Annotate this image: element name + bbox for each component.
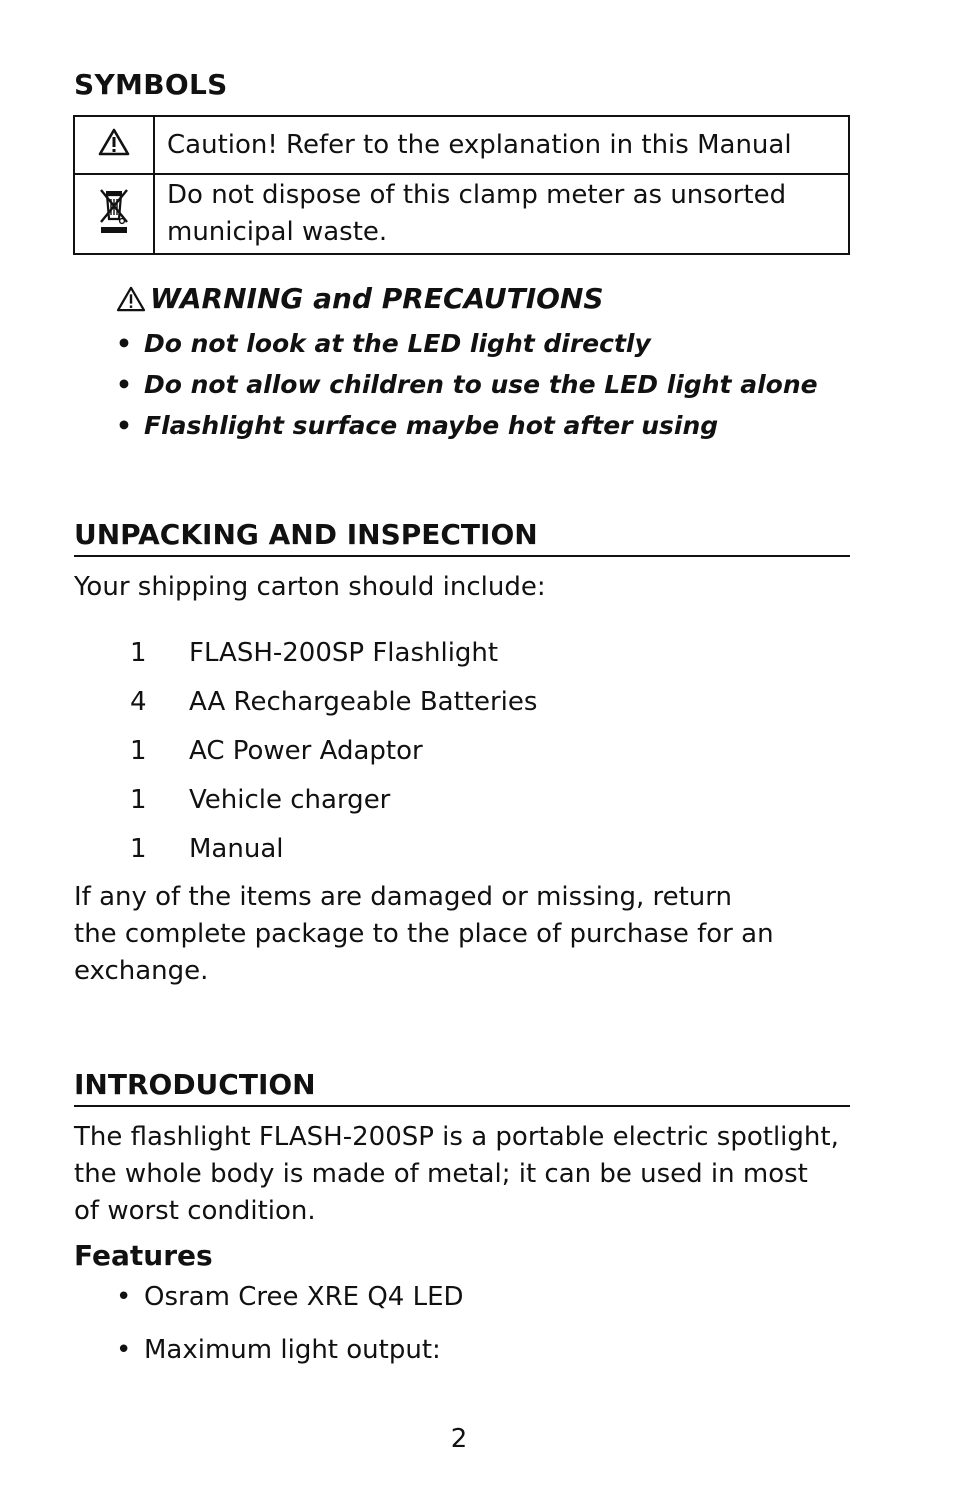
symbols-table xyxy=(73,115,850,255)
symbols-icon-cell xyxy=(74,174,154,254)
warnings-list xyxy=(116,325,818,448)
list-item xyxy=(130,731,537,780)
item-name: AA Rechargeable Batteries xyxy=(189,687,538,717)
item-name: AC Power Adaptor xyxy=(189,736,423,766)
bullet: • xyxy=(116,329,132,358)
list-item xyxy=(116,1278,464,1331)
item-name: FLASH-200SP Flashlight xyxy=(189,638,499,668)
warning-triangle-icon xyxy=(116,286,146,312)
warning-text: Do not look at the LED light directly xyxy=(144,329,651,358)
text-line: the complete package to the place of purchase for an xyxy=(74,919,774,949)
caution-triangle-icon xyxy=(98,128,130,156)
unpacking-note xyxy=(74,879,864,990)
item-quantity: 1 xyxy=(130,785,147,815)
introduction-text xyxy=(74,1119,864,1230)
features-list xyxy=(116,1278,464,1369)
list-item xyxy=(130,829,537,878)
warnings-title-text: WARNING and PRECAUTIONS xyxy=(150,282,604,315)
warning-text: Do not allow children to use the LED light alone xyxy=(144,370,818,399)
unpacking-heading: UNPACKING AND INSPECTION xyxy=(74,518,850,557)
text-line: The flashlight FLASH-200SP is a portable electric spotlight, xyxy=(74,1122,839,1152)
item-quantity: 1 xyxy=(130,736,147,766)
list-item xyxy=(130,780,537,829)
bullet: • xyxy=(116,1335,132,1365)
symbols-caution-text: Caution! Refer to the explanation in this Manual xyxy=(154,116,849,174)
symbols-row-disposal xyxy=(74,174,849,254)
features-heading: Features xyxy=(74,1239,213,1272)
item-name: Vehicle charger xyxy=(189,785,391,815)
warning-text: Flashlight surface maybe hot after using xyxy=(144,411,719,440)
unpacking-intro: Your shipping carton should include: xyxy=(74,572,546,602)
list-item xyxy=(116,407,818,448)
text-line: exchange. xyxy=(74,956,209,986)
text-line: of worst condition. xyxy=(74,1196,316,1226)
item-quantity: 1 xyxy=(130,638,147,668)
item-quantity: 1 xyxy=(130,834,147,864)
page-number: 2 xyxy=(450,1424,468,1454)
carton-contents-list xyxy=(130,633,537,878)
symbols-row-caution xyxy=(74,116,849,174)
list-item xyxy=(116,366,818,407)
bullet: • xyxy=(116,411,132,440)
introduction-heading: INTRODUCTION xyxy=(74,1068,850,1107)
feature-text: Osram Cree XRE Q4 LED xyxy=(144,1282,464,1312)
symbols-icon-cell xyxy=(74,116,154,174)
bullet: • xyxy=(116,370,132,399)
list-item xyxy=(130,633,537,682)
text-line: the whole body is made of metal; it can be used in most xyxy=(74,1159,808,1189)
item-name: Manual xyxy=(189,834,284,864)
item-quantity: 4 xyxy=(130,687,147,717)
list-item xyxy=(116,325,818,366)
list-item xyxy=(116,1331,464,1369)
crossed-out-wheelie-bin-icon xyxy=(98,185,130,237)
bullet: • xyxy=(116,1282,132,1312)
symbols-heading: SYMBOLS xyxy=(74,68,228,101)
feature-text: Maximum light output: xyxy=(144,1335,441,1365)
text-line: If any of the items are damaged or missing, return xyxy=(74,882,732,912)
symbols-disposal-text: Do not dispose of this clamp meter as unsorted municipal waste. xyxy=(154,174,849,254)
list-item xyxy=(130,682,537,731)
warnings-title xyxy=(116,282,604,315)
